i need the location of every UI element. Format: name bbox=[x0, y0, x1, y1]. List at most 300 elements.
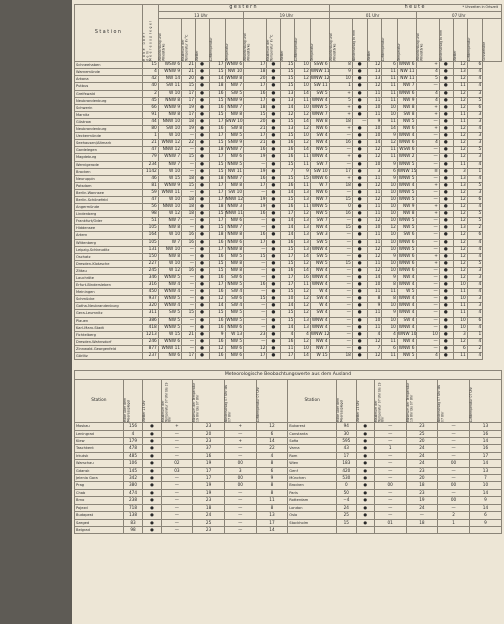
data-cell: + bbox=[416, 253, 439, 260]
data-cell: W 5 bbox=[397, 289, 416, 296]
foreign-table-body bbox=[75, 423, 502, 534]
data-cell: 10 bbox=[329, 76, 352, 83]
data-cell: NW 6 bbox=[310, 126, 329, 133]
station-name: Brocken bbox=[75, 168, 143, 175]
weather-symbol-icon: ● bbox=[352, 225, 368, 232]
data-cell: 9 bbox=[382, 133, 398, 140]
data-cell: 21 bbox=[182, 69, 196, 76]
data-cell: NW 14 bbox=[158, 76, 181, 83]
data-cell: 20 bbox=[182, 76, 196, 83]
weather-symbol-icon: ● bbox=[267, 76, 281, 83]
data-cell: — bbox=[182, 147, 196, 154]
data-cell: 4 bbox=[467, 204, 483, 211]
data-cell: + bbox=[224, 438, 256, 445]
weather-symbol-icon: ● bbox=[356, 467, 374, 474]
weather-symbol-icon: ● bbox=[267, 260, 281, 267]
data-cell: 24 bbox=[406, 452, 438, 459]
data-cell: 5 bbox=[467, 218, 483, 225]
data-cell: 10 bbox=[453, 317, 467, 324]
data-cell: 13 bbox=[295, 239, 311, 246]
data-cell: — bbox=[438, 452, 470, 459]
data-cell: 15 bbox=[210, 225, 226, 232]
data-cell: 8 bbox=[329, 62, 352, 69]
data-cell: SW 3 bbox=[310, 232, 329, 239]
data-cell: 6 bbox=[469, 512, 501, 519]
data-cell: — bbox=[182, 289, 196, 296]
weather-symbol-icon: ● bbox=[352, 182, 368, 189]
data-cell: 14 bbox=[281, 104, 295, 111]
data-cell: 11 bbox=[295, 161, 311, 168]
data-cell: — bbox=[329, 133, 352, 140]
data-cell: 19 bbox=[244, 168, 267, 175]
weather-symbol-icon: ● bbox=[439, 62, 453, 69]
data-cell: WNW 11 bbox=[310, 69, 330, 75]
weather-symbol-icon: ● bbox=[356, 423, 374, 430]
data-cell: 10 bbox=[453, 324, 467, 331]
data-cell: NW 5 bbox=[397, 225, 416, 232]
data-cell: WNW 5 bbox=[398, 161, 415, 167]
data-cell: 11 bbox=[256, 497, 288, 504]
data-cell: 12 bbox=[256, 423, 288, 430]
data-cell: 9 bbox=[382, 175, 398, 182]
data-cell: 16 bbox=[244, 175, 267, 182]
data-cell: 12 bbox=[453, 76, 467, 83]
data-cell: 21 bbox=[244, 126, 267, 133]
data-cell: — bbox=[438, 430, 470, 437]
data-cell: — bbox=[161, 526, 193, 533]
table-row bbox=[75, 282, 502, 289]
data-cell: 16 bbox=[210, 90, 226, 97]
data-cell: 19 bbox=[244, 154, 267, 161]
data-cell: WNW 2 bbox=[398, 154, 415, 160]
data-cell: + bbox=[329, 111, 352, 118]
data-cell: 11 bbox=[368, 324, 382, 331]
data-cell: 16 bbox=[182, 239, 196, 246]
data-cell: 12 bbox=[368, 62, 382, 69]
data-cell: — bbox=[374, 460, 406, 467]
data-cell: 19 bbox=[193, 460, 225, 467]
data-cell: 12 bbox=[453, 260, 467, 267]
data-cell: — bbox=[161, 482, 193, 489]
data-cell: WNW 4 bbox=[398, 133, 415, 139]
table-row bbox=[75, 445, 502, 452]
weather-symbol-icon: ● bbox=[196, 246, 210, 253]
data-cell: 9 bbox=[210, 331, 226, 338]
data-cell: 15 bbox=[244, 253, 267, 260]
data-cell: 10 bbox=[368, 126, 382, 133]
data-cell: 11 bbox=[368, 289, 382, 296]
station-name: Hiddensee bbox=[75, 225, 143, 232]
data-cell: 12 bbox=[453, 147, 467, 154]
data-cell: 15 bbox=[281, 260, 295, 267]
data-cell: 17 bbox=[182, 353, 196, 360]
station-name: Lindenberg bbox=[75, 211, 143, 218]
data-cell: 13 bbox=[295, 317, 311, 324]
table-row bbox=[75, 189, 502, 196]
data-cell: NW 5 bbox=[225, 133, 244, 140]
data-cell: 4 bbox=[467, 83, 483, 90]
data-cell: 15 bbox=[210, 161, 226, 168]
data-cell: WNW 6 bbox=[398, 90, 415, 96]
weather-symbol-icon: ● bbox=[143, 497, 161, 504]
data-cell: — bbox=[329, 289, 352, 296]
data-cell: 12 bbox=[453, 133, 467, 140]
data-cell: 14 bbox=[256, 526, 288, 533]
data-cell: 16 bbox=[469, 430, 501, 437]
altitude-cell: 1213 bbox=[143, 331, 159, 338]
data-cell: 420 bbox=[337, 467, 357, 474]
data-cell: 9 bbox=[382, 253, 398, 260]
altitude-cell: 91 bbox=[143, 111, 159, 118]
data-cell: 4 bbox=[467, 76, 483, 83]
data-cell: 16 bbox=[182, 267, 196, 274]
data-cell: 16 bbox=[295, 275, 311, 282]
data-cell: WNW 6 bbox=[398, 140, 415, 146]
weather-symbol-icon: ● bbox=[267, 324, 281, 331]
weather-symbol-icon: ● bbox=[196, 275, 210, 282]
data-cell: 12 bbox=[453, 338, 467, 345]
data-cell: 12 bbox=[295, 338, 311, 345]
weather-symbol-icon: ● bbox=[196, 140, 210, 147]
data-cell: NW 8 bbox=[225, 260, 244, 267]
data-cell: + bbox=[329, 104, 352, 111]
data-cell: NNW 11 bbox=[225, 211, 244, 217]
data-cell: 12 bbox=[382, 140, 398, 147]
data-cell: 15 bbox=[329, 260, 352, 267]
table-row bbox=[75, 317, 502, 324]
data-cell: 00 bbox=[438, 482, 470, 489]
weather-symbol-icon: ● bbox=[356, 489, 374, 496]
data-cell: 16 bbox=[281, 182, 295, 189]
altitude-cell: 21 bbox=[143, 140, 159, 147]
data-cell: W 4 bbox=[310, 303, 329, 310]
data-cell: + bbox=[224, 423, 256, 430]
data-cell: 3 bbox=[467, 111, 483, 118]
data-cell: 2 bbox=[467, 345, 483, 352]
weather-symbol-icon: ● bbox=[196, 76, 210, 83]
data-cell: 25 bbox=[337, 512, 357, 519]
data-cell: 24 bbox=[406, 460, 438, 467]
weather-symbol-icon: ● bbox=[439, 140, 453, 147]
station-name: Wien bbox=[288, 460, 337, 467]
data-cell: WNW 6 bbox=[226, 62, 243, 68]
weather-symbol-icon: ● bbox=[356, 482, 374, 489]
station-name: Angermünde bbox=[75, 204, 143, 211]
data-cell: — bbox=[374, 430, 406, 437]
data-cell: 15 bbox=[210, 140, 226, 147]
data-cell: 17 bbox=[182, 97, 196, 104]
empty-cell bbox=[356, 526, 374, 533]
data-cell: W 12 bbox=[158, 267, 181, 274]
station-name: Fichtelberg bbox=[75, 331, 143, 338]
data-cell: + bbox=[416, 111, 439, 118]
data-cell: 20 bbox=[406, 475, 438, 482]
table-row bbox=[75, 175, 502, 182]
weather-symbol-icon: ● bbox=[352, 104, 368, 111]
station-name: Magdeburg bbox=[75, 154, 143, 161]
table-row bbox=[75, 353, 502, 360]
weather-symbol-icon: ● bbox=[439, 225, 453, 232]
altitude-cell: 937 bbox=[143, 296, 159, 303]
data-cell: NW 6 bbox=[310, 189, 329, 196]
data-cell: 18 bbox=[182, 211, 196, 218]
data-cell: W 10 bbox=[158, 232, 181, 239]
data-cell: 13 bbox=[453, 175, 467, 182]
weather-report-page bbox=[74, 4, 502, 620]
data-cell: 12 bbox=[210, 296, 226, 303]
data-cell: 15 bbox=[210, 111, 226, 118]
data-cell: — bbox=[244, 303, 267, 310]
weather-symbol-icon: ● bbox=[267, 168, 281, 175]
empty-cell bbox=[288, 526, 337, 533]
data-cell: 12 bbox=[368, 246, 382, 253]
data-cell: — bbox=[416, 147, 439, 154]
weather-symbol-icon: ● bbox=[196, 204, 210, 211]
altitude-cell: 320 bbox=[143, 303, 159, 310]
altitude-cell: 15 bbox=[143, 62, 159, 69]
data-cell: 7 bbox=[469, 475, 501, 482]
data-cell: NW 4 bbox=[158, 282, 181, 289]
data-cell: 12 bbox=[295, 111, 311, 118]
data-cell: 12 bbox=[453, 196, 467, 203]
table-row bbox=[75, 239, 502, 246]
data-cell: NW 10 bbox=[225, 69, 244, 76]
data-cell: 14 bbox=[281, 232, 295, 239]
data-cell: — bbox=[224, 489, 256, 496]
data-cell: 11 bbox=[382, 147, 398, 154]
data-cell: 12 bbox=[210, 345, 226, 352]
data-cell: 11 bbox=[382, 83, 398, 90]
data-cell: 11 bbox=[281, 345, 295, 352]
altitude-cell: 105 bbox=[143, 225, 159, 232]
data-cell: 10 bbox=[368, 161, 382, 168]
data-cell: 14 bbox=[210, 76, 226, 83]
data-cell: W 7 bbox=[158, 239, 181, 246]
weather-symbol-icon: ● bbox=[267, 225, 281, 232]
data-cell: 16 bbox=[210, 289, 226, 296]
data-cell: NW 7 bbox=[397, 83, 416, 90]
data-cell: — bbox=[329, 232, 352, 239]
weather-symbol-icon: ● bbox=[352, 140, 368, 147]
weather-symbol-icon: ● bbox=[439, 246, 453, 253]
data-cell: 11 bbox=[295, 97, 311, 104]
altitude-cell: 80 bbox=[143, 126, 159, 133]
weather-symbol-icon: ● bbox=[196, 296, 210, 303]
data-cell: — bbox=[329, 147, 352, 154]
altitude-cell: 1142 bbox=[143, 168, 159, 175]
data-cell: 13 bbox=[368, 76, 382, 83]
altitude-cell: 105 bbox=[143, 239, 159, 246]
data-cell: 17 bbox=[193, 467, 225, 474]
station-name: Artern bbox=[75, 232, 143, 239]
station-name: Dresden-Wahnsdorf bbox=[75, 338, 143, 345]
data-cell: — bbox=[244, 161, 267, 168]
altitude-cell: 311 bbox=[143, 310, 159, 317]
weather-symbol-icon: ● bbox=[352, 282, 368, 289]
weather-symbol-icon: ● bbox=[439, 289, 453, 296]
weather-symbol-icon: ● bbox=[143, 452, 161, 459]
data-cell: WNW 4 bbox=[311, 154, 328, 160]
data-cell: — bbox=[416, 324, 439, 331]
data-cell: — bbox=[374, 438, 406, 445]
data-cell: 14 bbox=[281, 218, 295, 225]
weather-symbol-icon: ● bbox=[196, 104, 210, 111]
altitude-cell: 44 bbox=[143, 118, 159, 125]
data-cell: 3 bbox=[453, 168, 467, 175]
data-cell: 10 bbox=[469, 482, 501, 489]
data-cell: 20 bbox=[244, 118, 267, 125]
weather-symbol-icon: ● bbox=[352, 232, 368, 239]
data-cell: 13 bbox=[256, 512, 288, 519]
data-cell: 238 bbox=[123, 497, 143, 504]
data-cell: — bbox=[182, 260, 196, 267]
weather-symbol-icon: ● bbox=[356, 430, 374, 437]
weather-symbol-icon: ● bbox=[352, 62, 368, 69]
data-cell: 11 bbox=[453, 353, 467, 360]
data-cell: NNW 6 bbox=[225, 239, 244, 246]
weather-symbol-icon: ● bbox=[356, 519, 374, 526]
data-cell: 17 bbox=[244, 182, 267, 189]
data-cell: 23 bbox=[193, 423, 225, 430]
weather-symbol-icon: ● bbox=[352, 196, 368, 203]
weather-symbol-icon: ● bbox=[267, 62, 281, 69]
weather-symbol-icon: ● bbox=[196, 168, 210, 175]
weather-symbol-icon: ● bbox=[143, 445, 161, 452]
data-cell: 12 bbox=[453, 104, 467, 111]
data-cell: 16 bbox=[244, 282, 267, 289]
altitude-cell: 45 bbox=[143, 97, 159, 104]
table-row bbox=[75, 147, 502, 154]
data-cell: 20 bbox=[406, 438, 438, 445]
data-cell: 11 bbox=[382, 90, 398, 97]
data-cell: — bbox=[416, 225, 439, 232]
data-cell: 12 bbox=[295, 69, 311, 76]
weather-symbol-icon: ● bbox=[352, 161, 368, 168]
weather-symbol-icon: ● bbox=[356, 438, 374, 445]
data-cell: NW 9 bbox=[397, 204, 416, 211]
data-cell: 4 bbox=[467, 126, 483, 133]
table-row bbox=[75, 211, 502, 218]
data-cell: 00 bbox=[438, 497, 470, 504]
data-cell: 9 bbox=[382, 161, 398, 168]
data-cell: — bbox=[161, 504, 193, 511]
station-name: Wittenberg bbox=[75, 239, 143, 246]
data-cell: 17 bbox=[244, 97, 267, 104]
data-cell: 11 bbox=[368, 97, 382, 104]
data-cell: — bbox=[244, 310, 267, 317]
data-cell: SW 10 bbox=[310, 168, 329, 175]
data-cell: NW 7 bbox=[310, 345, 329, 352]
data-cell: 12 bbox=[453, 204, 467, 211]
station-name: Erfurt-Bindersleben bbox=[75, 282, 143, 289]
data-cell: — bbox=[329, 303, 352, 310]
data-cell: 12 bbox=[453, 189, 467, 196]
data-cell: — bbox=[182, 345, 196, 352]
data-cell: 11 bbox=[368, 111, 382, 118]
data-cell: 342 bbox=[123, 475, 143, 482]
data-cell: 11 bbox=[368, 232, 382, 239]
table-row bbox=[75, 519, 502, 526]
data-cell: 11 bbox=[453, 161, 467, 168]
weather-symbol-icon: ● bbox=[267, 196, 281, 203]
data-cell: NW 4 bbox=[310, 338, 329, 345]
data-cell: NNW 7 bbox=[225, 225, 244, 232]
data-cell: 11 bbox=[368, 211, 382, 218]
data-cell: NW 6 bbox=[397, 126, 416, 133]
data-cell: 12 bbox=[453, 90, 467, 97]
weather-symbol-icon: ● bbox=[267, 175, 281, 182]
data-cell: 11 bbox=[453, 303, 467, 310]
weather-symbol-icon: ● bbox=[196, 310, 210, 317]
data-cell: 9 bbox=[469, 497, 501, 504]
data-cell: WNW 4 bbox=[398, 324, 415, 330]
data-cell: 12 bbox=[453, 267, 467, 274]
data-cell: 11 bbox=[453, 111, 467, 118]
station-name: Gera-Leumnitz bbox=[75, 310, 143, 317]
data-cell: 17 bbox=[244, 62, 267, 69]
weather-symbol-icon: ● bbox=[356, 504, 374, 511]
data-cell: 30 bbox=[337, 430, 357, 437]
weather-symbol-icon: ● bbox=[267, 282, 281, 289]
data-cell: — bbox=[244, 225, 267, 232]
table-row bbox=[75, 423, 502, 430]
weather-symbol-icon: ● bbox=[352, 289, 368, 296]
data-cell: 25 bbox=[406, 430, 438, 437]
data-cell: 5 bbox=[416, 76, 439, 83]
weather-symbol-icon: ● bbox=[267, 154, 281, 161]
weather-symbol-icon: ● bbox=[267, 218, 281, 225]
station-name: Gardelegen bbox=[75, 147, 143, 154]
table-row bbox=[75, 475, 502, 482]
data-cell: SW 4 bbox=[310, 310, 329, 317]
table-row bbox=[75, 97, 502, 104]
data-cell: 3 bbox=[467, 275, 483, 282]
data-cell: 17 bbox=[244, 353, 267, 360]
data-cell: 8 bbox=[256, 504, 288, 511]
weather-symbol-icon: ● bbox=[352, 211, 368, 218]
data-cell: 4 bbox=[467, 289, 483, 296]
data-cell: WNW 8 bbox=[226, 76, 243, 82]
data-cell: — bbox=[406, 512, 438, 519]
station-name: Marnitz bbox=[75, 111, 143, 118]
data-cell: 17 bbox=[281, 353, 295, 360]
data-cell: WNW 6 bbox=[398, 239, 415, 245]
data-cell: 4 bbox=[382, 331, 398, 338]
data-cell: 23 bbox=[193, 438, 225, 445]
data-cell: 17 bbox=[244, 83, 267, 90]
data-cell: — bbox=[244, 218, 267, 225]
weather-symbol-icon: ● bbox=[439, 310, 453, 317]
weather-symbol-icon: ● bbox=[267, 267, 281, 274]
data-cell: 21 bbox=[182, 331, 196, 338]
data-cell: 13 bbox=[453, 69, 467, 76]
data-cell: WNW 9 bbox=[158, 182, 181, 189]
data-cell: NW 8 bbox=[225, 267, 244, 274]
weather-symbol-icon: ● bbox=[352, 353, 368, 360]
data-cell: WNW 6 bbox=[398, 267, 415, 273]
data-cell: — bbox=[416, 239, 439, 246]
data-cell: 3 bbox=[467, 296, 483, 303]
data-cell: 12 bbox=[295, 296, 311, 303]
station-name: Neubrandenburg bbox=[75, 97, 143, 104]
data-cell: — bbox=[224, 512, 256, 519]
table-row bbox=[75, 504, 502, 511]
data-cell: WNW 4 bbox=[158, 303, 181, 310]
table-row bbox=[75, 90, 502, 97]
data-cell: 1 bbox=[467, 168, 483, 175]
data-cell: 12 bbox=[453, 97, 467, 104]
data-cell: 15 bbox=[281, 310, 295, 317]
